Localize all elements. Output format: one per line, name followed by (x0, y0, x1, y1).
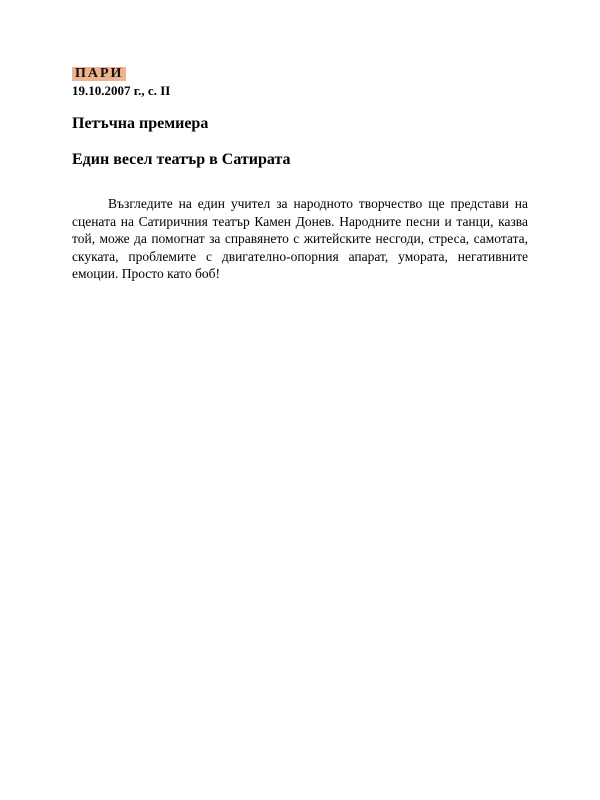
article-kicker: Петъчна премиера (72, 115, 209, 132)
article-body: Възгледите на един учител за народното творчество ще представи на сцената на Сатиричния театър Камен Донев. Народните песни и танци, казва той, може да помогнат за справянето с житейските несгоди, стреса, самотата, скуката, проблемите с двигателно-опорния апарат, умората, негативните емоции. Просто като боб! (72, 196, 528, 282)
article-title: Един весел театър в Сатирата (72, 151, 291, 168)
publication-logo: ПАРИ (72, 67, 126, 81)
date-and-page: 19.10.2007 г., с. II (72, 83, 171, 98)
